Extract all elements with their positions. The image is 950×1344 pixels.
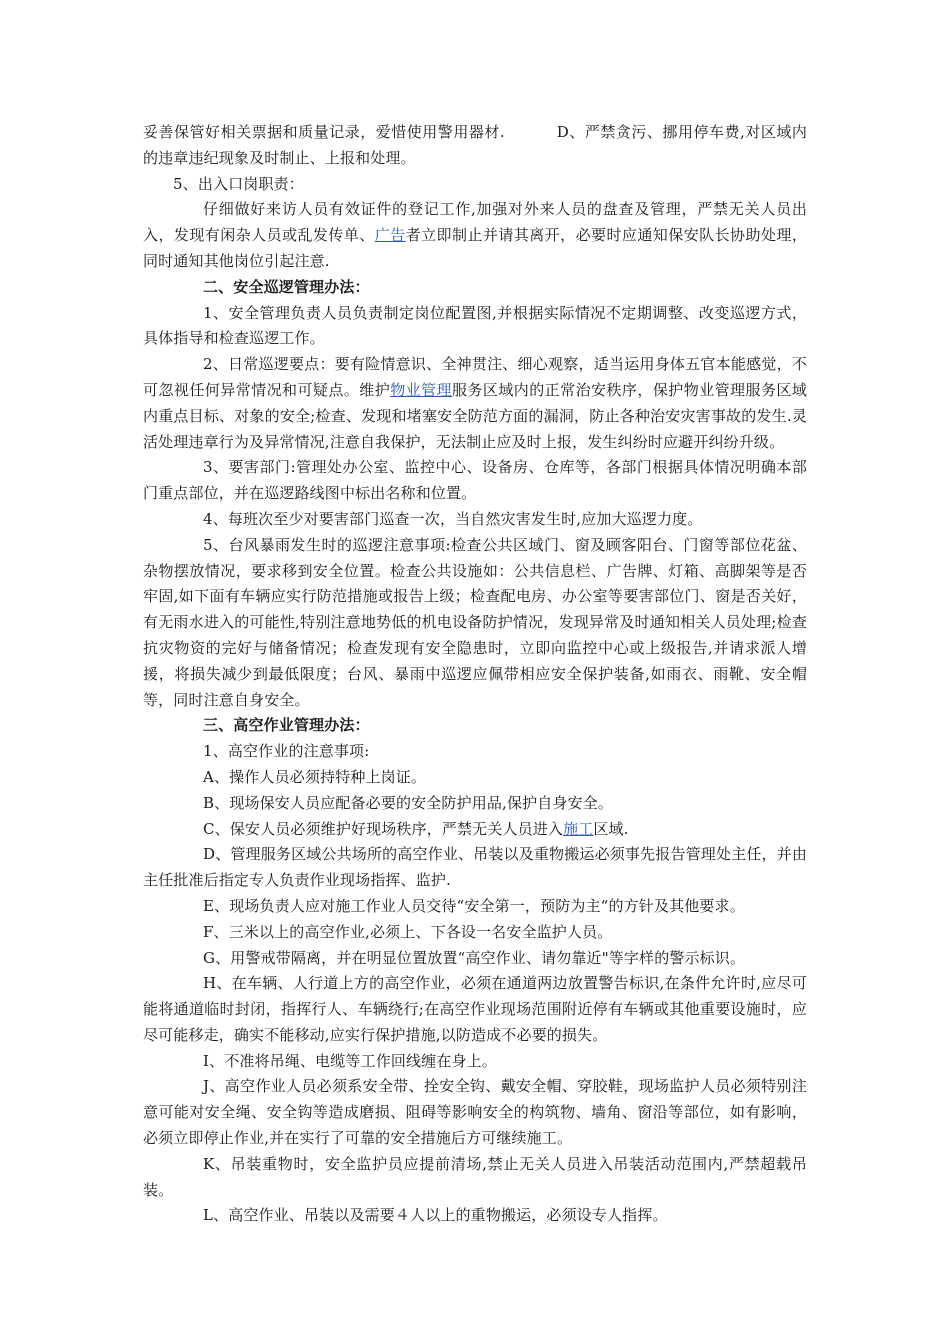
item-i: I、不准将吊绳、电缆等工作回线缠在身上。 xyxy=(203,1051,497,1070)
custody-text: 妥善保管好相关票据和质量记录，爱惜使用警用器材. xyxy=(143,123,505,141)
paragraph-entrance-duty: 仔细做好来访人员有效证件的登记工作,加强对外来人员的盘查及管理，严禁无关人员出入，发现有闲杂人员或乱发传单、广告者立即制止并请其离开，必要时应通知保安队长协助处理，同时通知其他岗位引起注意. xyxy=(143,200,807,270)
paragraph-patrol-1: 1、安全管理负责人员负责制定岗位配置图,并根据实际情况不定期调整、改变巡逻方式，具体指导和检查巡逻工作。 xyxy=(143,303,807,348)
link-property-management[interactable]: 物业管理 xyxy=(390,380,452,399)
item-d-parking-fee: D、严禁贪污、挪用停车费,对区域内的违章违纪现象及时制止、上报和处理。 xyxy=(143,123,807,167)
item-h: H、在车辆、人行道上方的高空作业，必须在通道两边放置警告标识,在条件允许时,应尽可能将通道临时封闭，指挥行人、车辆绕行;在高空作业现场范围附近停有车辆或其他重要设施时，应尽可能移走，确实不能移动,应实行保护措施,以防造成不必要的损失。 xyxy=(143,974,807,1044)
item-a: A、操作人员必须持特种上岗证。 xyxy=(203,767,427,786)
link-advertising[interactable]: 广告 xyxy=(374,226,406,245)
item-l: L、高空作业、吊装以及需要４人以上的重物搬运，必须设专人指挥。 xyxy=(203,1206,668,1225)
item-b: B、现场保安人员应配备必要的安全防护用品,保护自身安全。 xyxy=(203,793,613,812)
paragraph-patrol-4: 4、每班次至少对要害部门巡查一次，当自然灾害发生时,应加大巡逻力度。 xyxy=(203,509,703,528)
paragraph-patrol-2: 2、日常巡逻要点：要有险情意识、全神贯注、细心观察，适当运用身体五官本能感觉，不可忽视任何异常情况和可疑点。维护物业管理服务区域内的正常治安秩序，保护物业管理服务区域内重点目标、对象的安全;检查、发现和堵塞安全防范方面的漏洞，防止各种治安灾害事故的发生.灵活处理违章行为及异常情况,注意自我保护，无法制止应及时上报，发生纠纷时应避开纠纷升级。 xyxy=(143,355,808,451)
item-f: F、三米以上的高空作业,必须上、下各设一名安全监护人员。 xyxy=(203,922,613,941)
section-heading-height-work: 三、高空作业管理办法： xyxy=(203,716,370,735)
paragraph-patrol-5: 5、台风暴雨发生时的巡逻注意事项:检查公共区域门、窗及顾客阳台、门窗等部位花盆、杂物摆放情况，要求移到安全位置。检查公共设施如：公共信息栏、广告牌、灯箱、高脚架等是否牢固,如下面有车辆应实行防范措施或报告上级；检查配电房、办公室等要害部位门、窗是否关好，有无雨水进入的可能性,特别注意地势低的机电设备防护情况，发现异常及时通知相关人员处理;检查抗灾物资的完好与储备情况；检查发现有安全隐患时，立即向监控中心或上级报告,并请求派人增援，将损失减少到最低限度；台风、暴雨中巡逻应佩带相应安全保护装备,如雨衣、雨靴、安全帽等，同时注意自身安全。 xyxy=(143,535,807,709)
link-construction[interactable]: 施工 xyxy=(563,819,594,838)
item-k: K、吊装重物时，安全监护员应提前清场,禁止无关人员进入吊装活动范围内,严禁超载吊装。 xyxy=(143,1154,807,1199)
paragraph-patrol-3: 3、要害部门:管理处办公室、监控中心、设备房、仓库等，各部门根据具体情况明确本部门重点部位，并在巡逻路线图中标出名称和位置。 xyxy=(143,458,807,503)
paragraph-height-1: 1、高空作业的注意事项: xyxy=(203,742,370,761)
item-d: D、管理服务区域公共场所的高空作业、吊装以及重物搬运必须事先报告管理处主任，并由主任批准后指定专人负责作业现场指挥、监护. xyxy=(143,845,807,890)
item-e: E、现场负责人应对施工作业人员交待“安全第一，预防为主“的方针及其他要求。 xyxy=(203,896,745,915)
document-page xyxy=(143,120,807,1229)
item-c: C、保安人员必须维护好现场秩序，严禁无关人员进入施工区域. xyxy=(203,819,629,838)
entrance-duty-heading: 5、出入口岗职责： xyxy=(173,174,304,193)
section-heading-patrol: 二、安全巡逻管理办法： xyxy=(203,277,370,296)
paragraph-custody xyxy=(143,120,807,172)
item-j: J、高空作业人员必须系安全带、拴安全钩、戴安全帽、穿胶鞋，现场监护人员必须特别注意可能对安全绳、安全钩等造成磨损、阻碍等影响安全的构筑物、墙角、窗沿等部位，如有影响，必须立即停止作业,并在实行了可靠的安全措施后方可继续施工。 xyxy=(143,1077,807,1148)
item-g: G、用警戒带隔离，并在明显位置放置“高空作业、请勿靠近"等字样的警示标识。 xyxy=(203,948,746,967)
